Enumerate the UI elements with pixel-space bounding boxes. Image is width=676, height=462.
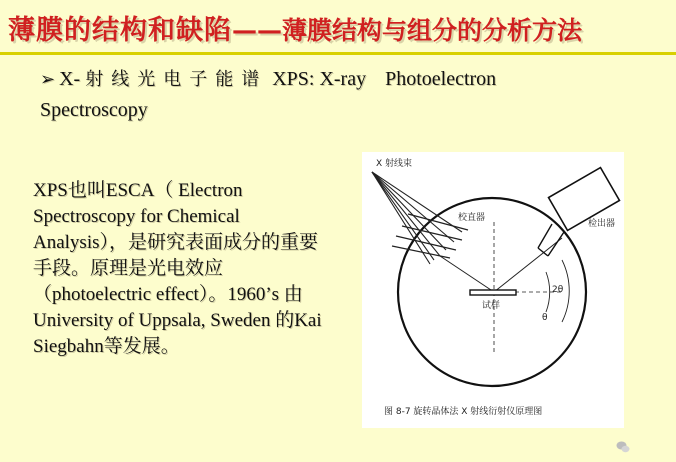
title-sub: 薄膜结构与组分的分析方法: [282, 16, 583, 45]
bullet-arrow-icon: ➢: [40, 69, 56, 90]
figure-caption: 图 8-7 旋转晶体法 X 射线衍射仪原理图: [384, 407, 543, 417]
diffractometer-figure: [362, 152, 624, 428]
sample-plate: [470, 290, 516, 295]
bullet-english-name: X-ray Photoelectron: [319, 68, 497, 90]
bullet-english-name-cont: Spectroscopy: [40, 99, 148, 121]
title-rule: [0, 52, 676, 55]
xray-beam: [372, 172, 462, 264]
bullet-chinese-name: 射线光电子能谱: [85, 69, 268, 90]
diffractometer-diagram: [362, 152, 624, 428]
slide-title: [8, 8, 672, 48]
wechat-icon: [616, 440, 630, 454]
bullet-prefix: X-: [59, 68, 81, 90]
xray-beam-label: X 射线束: [376, 159, 413, 169]
body-paragraph: XPS也叫ESCA（ Electron Spectroscopy for Chemical Analysis），是研究表面成分的重要手段。原理是光电效应（photoelectric effect）。1960’s 由University of Uppsala, Sweden 的Kai Siegbahn等发展。: [33, 180, 322, 357]
sample-label: 试样: [482, 301, 501, 311]
angle-theta-label: θ: [542, 313, 548, 323]
angle-2theta-label: 2θ: [552, 285, 564, 295]
diffracted-ray: [494, 238, 562, 292]
title-main: 薄膜的结构和缺陷: [8, 15, 232, 46]
title-dash: ——: [232, 16, 282, 45]
collimator-label: 校直器: [458, 213, 486, 223]
detector-label: 检出器: [588, 219, 616, 229]
detector: [538, 168, 619, 256]
bullet-xps: [40, 64, 660, 125]
incident-ray: [440, 256, 494, 292]
bullet-abbr: XPS:: [272, 68, 315, 90]
